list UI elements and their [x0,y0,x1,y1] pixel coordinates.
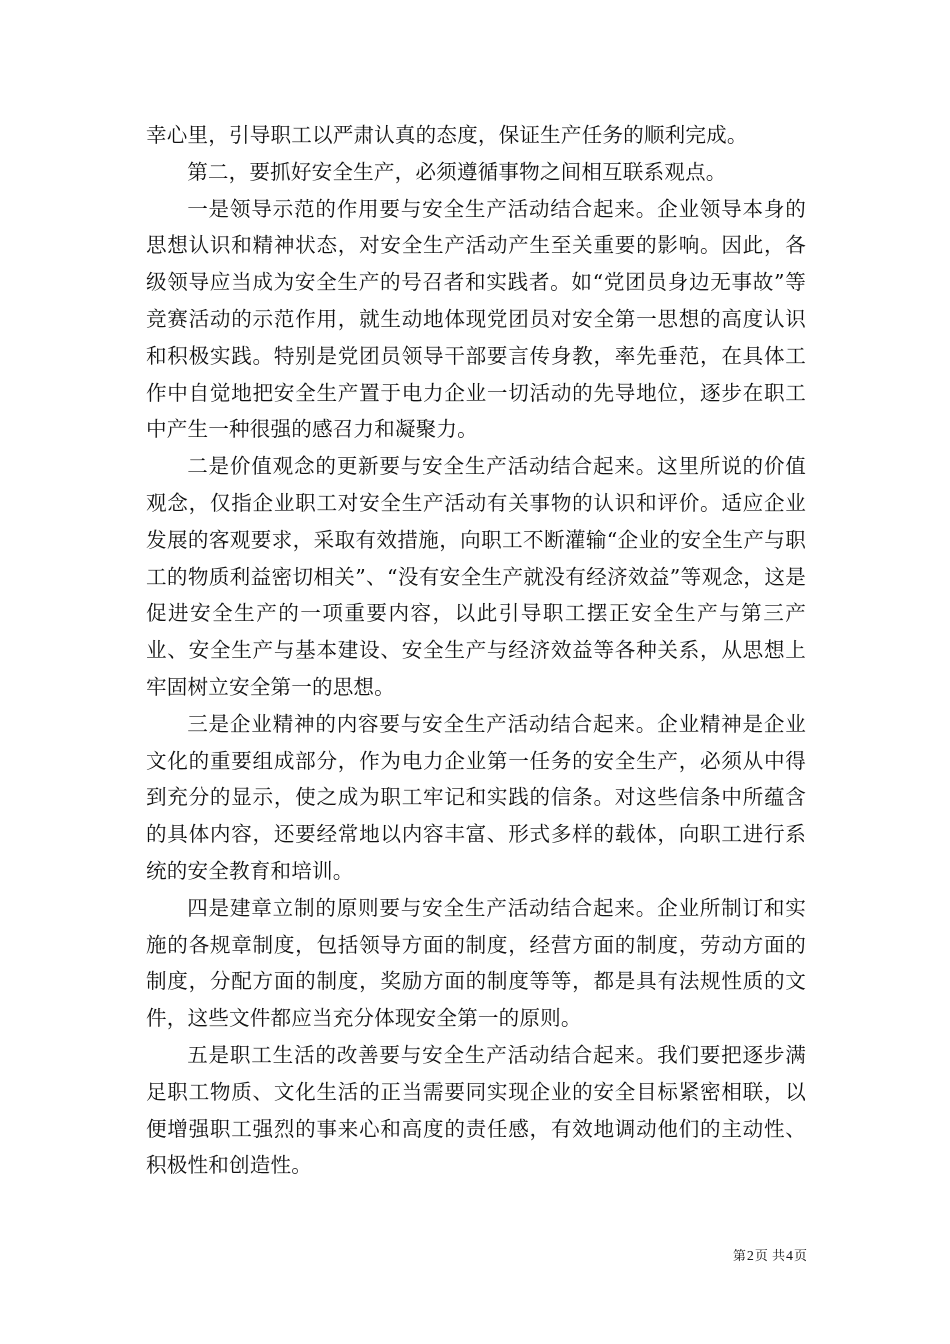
footer-middle: 页 共 [754,1249,785,1264]
footer-total-pages: 4 [785,1249,793,1264]
footer-prefix: 第 [732,1249,746,1264]
document-body [146,117,806,1184]
paragraph-value-concepts: 二是价值观念的更新要与安全生产活动结合起来。这里所说的价值观念，仅指企业职工对安全生产活动有关事物的认识和评价。适应企业发展的客观要求，采取有效措施，向职工不断灌输“企业的安全生产与职工的物质利益密切相关”、“没有安全生产就没有经济效益”等观念，这是促进安全生产的一项重要内容，以此引导职工摆正安全生产与第三产业、安全生产与基本建设、安全生产与经济效益等各种关系，从思想上牢固树立安全第一的思想。 [146,454,806,699]
paragraph-rules-regulations: 四是建章立制的原则要与安全生产活动结合起来。企业所制订和实施的各规章制度，包括领导方面的制度，经营方面的制度，劳动方面的制度，分配方面的制度，奖励方面的制度等等，都是具有法规性质的文件，这些文件都应当充分体现安全第一的原则。 [146,895,806,1031]
footer-current-page: 2 [746,1249,754,1264]
paragraph-continuation: 幸心里，引导职工以严肃认真的态度，保证生产任务的顺利完成。 [146,123,748,147]
footer-suffix: 页 [793,1249,807,1264]
page-number-footer [733,1249,807,1265]
paragraph-leadership-example: 一是领导示范的作用要与安全生产活动结合起来。企业领导本身的思想认识和精神状态，对安全生产活动产生至关重要的影响。因此，各级领导应当成为安全生产的号召者和实践者。如“党团员身边无事故”等竞赛活动的示范作用，就生动地体现党团员对安全第一思想的高度认识和积极实践。特别是党团员领导干部要言传身教，率先垂范，在具体工作中自觉地把安全生产置于电力企业一切活动的先导地位，逐步在职工中产生一种很强的感召力和凝聚力。 [146,196,806,442]
paragraph-second-point: 第二，要抓好安全生产，必须遵循事物之间相互联系观点。 [187,159,727,184]
paragraph-enterprise-spirit: 三是企业精神的内容要与安全生产活动结合起来。企业精神是企业文化的重要组成部分，作为电力企业第一任务的安全生产，必须从中得到充分的显示，使之成为职工牢记和实践的信条。对这些信条中所蕴含的具体内容，还要经常地以内容丰富、形式多样的载体，向职工进行系统的安全教育和培训。 [146,711,806,883]
paragraph-worker-life: 五是职工生活的改善要与安全生产活动结合起来。我们要把逐步满足职工物质、文化生活的正当需要同实现企业的安全目标紧密相联，以便增强职工强烈的事来心和高度的责任感，有效地调动他们的主动性、积极性和创造性。 [146,1042,806,1178]
